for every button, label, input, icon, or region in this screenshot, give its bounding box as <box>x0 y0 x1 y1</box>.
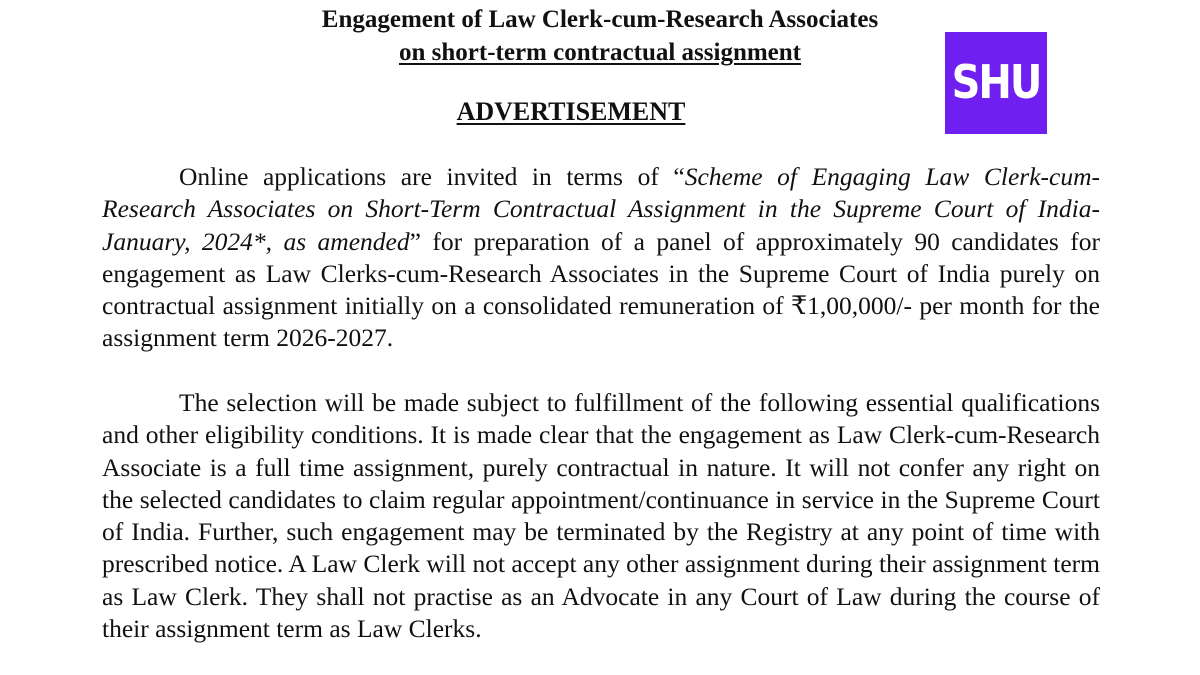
paragraph1-rest: ” for preparation of a panel of approximately 90 candidates for engagement as Law Clerks-cum-Research Associates in the Supreme Court of India purely on contractual assignment initially on a consolidated remuneration of ₹1,00,000/- per month for the assignment term 2026-2027. <box>102 226 1100 353</box>
document-title-line-2-text: on short-term contractual assignment <box>398 39 802 66</box>
paragraph-selection-conditions <box>102 387 1100 645</box>
advertisement-heading-text: ADVERTISEMENT <box>456 97 686 126</box>
paragraph1-lead: Online applications are invited in terms of “ <box>179 162 685 191</box>
shu-logo <box>945 32 1047 134</box>
paragraph-online-applications <box>102 161 1100 355</box>
shu-logo-text: SHU <box>951 56 1041 110</box>
scheme-name: Scheme of Engaging Law Clerk-cum-Research Associates on Short-Term Contractual Assignment in the Supreme Court of India-January, 2024*, as amended <box>102 162 1100 256</box>
document-title-line-1: Engagement of Law Clerk-cum-Research Associates <box>321 6 879 33</box>
paragraph2-text: The selection will be made subject to fulfillment of the following essential qualifications and other eligibility conditions. It is made clear that the engagement as Law Clerk-cum-Research Associate is a full time assignment, purely contractual in nature. It will not confer any right on the selected candidates to claim regular appointment/continuance in service in the Supreme Court of India. Further, such engagement may be terminated by the Registry at any point of time with prescribed notice. A Law Clerk will not accept any other assignment during their assignment term as Law Clerk. They shall not practise as an Advocate in any Court of Law during the course of their assignment term as Law Clerks. <box>102 388 1100 644</box>
